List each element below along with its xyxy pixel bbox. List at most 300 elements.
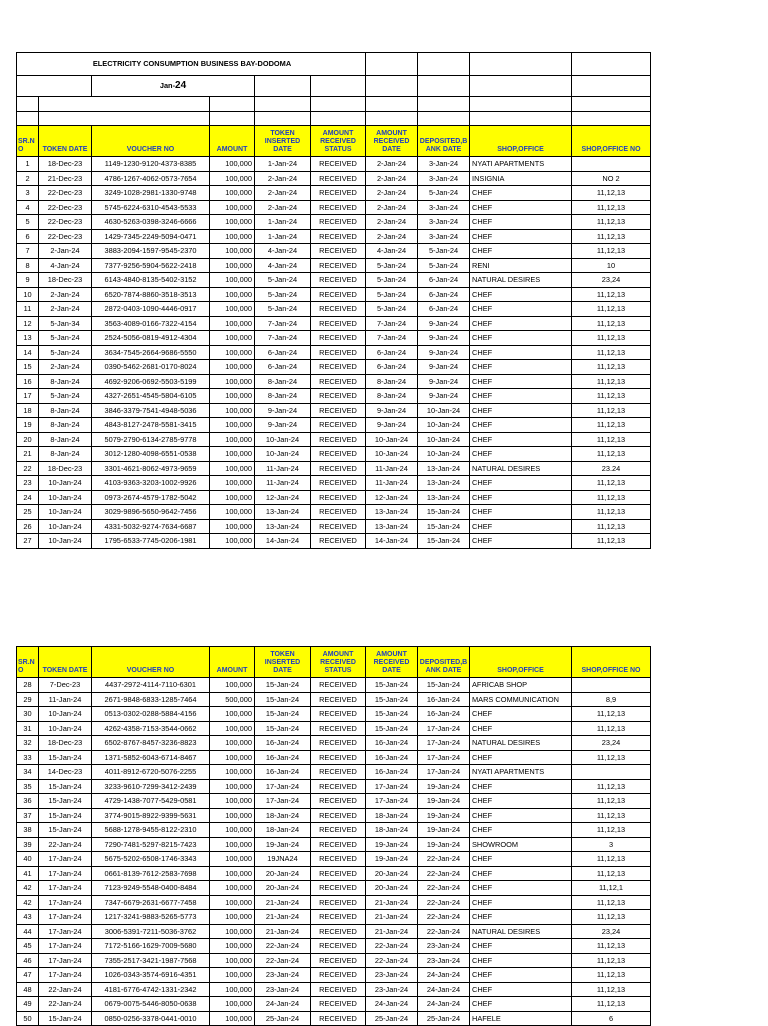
table-row (17, 490, 651, 505)
header-deposited-date: DEPOSITED,B ANK DATE (418, 647, 470, 678)
cell-sr-no: 16 (17, 374, 39, 389)
cell-received-date: 20-Jan-24 (366, 881, 418, 896)
cell-shop-office-no: 11,12,13 (572, 403, 651, 418)
sheet-table-top (16, 52, 651, 549)
cell-shop-office-no: 11,12,13 (572, 316, 651, 331)
table-row (17, 765, 651, 780)
cell-token-inserted-date: 1-Jan-24 (255, 215, 311, 230)
cell-received-date: 21-Jan-24 (366, 924, 418, 939)
cell-shop-office: CHEF (470, 750, 572, 765)
cell-amount: 100,000 (210, 505, 255, 520)
cell-shop-office-no: 11,12,13 (572, 505, 651, 520)
cell-token-date: 18-Dec-23 (39, 461, 92, 476)
cell-token-inserted-date: 4-Jan-24 (255, 258, 311, 273)
cell-received-date: 9-Jan-24 (366, 418, 418, 433)
cell-deposited-date: 9-Jan-24 (418, 345, 470, 360)
table-row (17, 779, 651, 794)
cell-shop-office: CHEF (470, 982, 572, 997)
cell-shop-office-no: 11,12,13 (572, 895, 651, 910)
cell-voucher-no: 1795-6533-7745-0206-1981 (92, 534, 210, 549)
cell-sr-no: 44 (17, 924, 39, 939)
cell-token-date: 10-Jan-24 (39, 519, 92, 534)
cell-deposited-date: 6-Jan-24 (418, 302, 470, 317)
cell-received-status: RECEIVED (311, 374, 366, 389)
cell-amount: 100,000 (210, 823, 255, 838)
cell-received-date: 13-Jan-24 (366, 519, 418, 534)
cell-received-status: RECEIVED (311, 403, 366, 418)
cell-received-date: 19-Jan-24 (366, 837, 418, 852)
cell-token-date: 10-Jan-24 (39, 476, 92, 491)
table-row (17, 476, 651, 491)
cell-shop-office-no: 11,12,13 (572, 794, 651, 809)
cell-sr-no: 32 (17, 736, 39, 751)
cell-token-date: 8-Jan-24 (39, 432, 92, 447)
cell-voucher-no: 4786-1267-4062-0573-7654 (92, 171, 210, 186)
cell-received-status: RECEIVED (311, 736, 366, 751)
cell-token-inserted-date: 17-Jan-24 (255, 779, 311, 794)
cell-sr-no: 48 (17, 982, 39, 997)
cell-deposited-date: 23-Jan-24 (418, 953, 470, 968)
table-row (17, 461, 651, 476)
table-row (17, 910, 651, 925)
cell-token-date: 2-Jan-24 (39, 287, 92, 302)
month-label (92, 76, 255, 97)
cell-deposited-date: 22-Jan-24 (418, 881, 470, 896)
cell-received-status: RECEIVED (311, 939, 366, 954)
cell-token-inserted-date: 16-Jan-24 (255, 736, 311, 751)
table-row (17, 287, 651, 302)
cell-voucher-no: 4103-9363-3203-1002-9926 (92, 476, 210, 491)
cell-amount: 100,000 (210, 200, 255, 215)
cell-token-date: 8-Jan-24 (39, 447, 92, 462)
cell-token-date: 15-Jan-24 (39, 823, 92, 838)
cell-received-date: 2-Jan-24 (366, 171, 418, 186)
cell-deposited-date: 9-Jan-24 (418, 316, 470, 331)
cell-shop-office-no: 11,12,13 (572, 215, 651, 230)
cell-deposited-date: 6-Jan-24 (418, 287, 470, 302)
cell-received-date: 6-Jan-24 (366, 360, 418, 375)
table-row (17, 200, 651, 215)
cell-shop-office-no: 11,12,13 (572, 331, 651, 346)
cell-amount: 100,000 (210, 186, 255, 201)
cell-shop-office: CHEF (470, 447, 572, 462)
cell-voucher-no: 1149-1230-9120-4373-8385 (92, 157, 210, 172)
cell-amount: 100,000 (210, 403, 255, 418)
table-row (17, 186, 651, 201)
cell-shop-office: CHEF (470, 302, 572, 317)
cell-sr-no: 27 (17, 534, 39, 549)
cell-token-inserted-date: 18-Jan-24 (255, 808, 311, 823)
cell-received-status: RECEIVED (311, 707, 366, 722)
cell-voucher-no: 3774-9015-8922-9399-5631 (92, 808, 210, 823)
cell-received-status: RECEIVED (311, 997, 366, 1012)
cell-amount: 100,000 (210, 316, 255, 331)
cell-deposited-date: 22-Jan-24 (418, 866, 470, 881)
cell-received-status: RECEIVED (311, 476, 366, 491)
table-row (17, 302, 651, 317)
cell-voucher-no: 0513-0302-0288-5884-4156 (92, 707, 210, 722)
cell-shop-office-no: 11,12,1 (572, 881, 651, 896)
cell-deposited-date: 10-Jan-24 (418, 418, 470, 433)
cell-voucher-no: 4011-8912-6720-5076-2255 (92, 765, 210, 780)
cell-token-inserted-date: 2-Jan-24 (255, 200, 311, 215)
cell-shop-office-no: 23.24 (572, 461, 651, 476)
header-shop-office-no: SHOP,OFFICE NO (572, 126, 651, 157)
cell-voucher-no: 2872-0403-1090-4446-0917 (92, 302, 210, 317)
cell-shop-office-no: NO 2 (572, 171, 651, 186)
cell-token-date: 17-Jan-24 (39, 924, 92, 939)
cell-amount: 100,000 (210, 360, 255, 375)
cell-amount: 100,000 (210, 432, 255, 447)
cell-shop-office: CHEF (470, 794, 572, 809)
cell-received-status: RECEIVED (311, 461, 366, 476)
cell-sr-no: 34 (17, 765, 39, 780)
cell-amount: 500,000 (210, 692, 255, 707)
cell-voucher-no: 3301-4621-8062-4973-9659 (92, 461, 210, 476)
cell-shop-office: RENI (470, 258, 572, 273)
cell-voucher-no: 4843-8127-2478-5581-3415 (92, 418, 210, 433)
cell-shop-office: CHEF (470, 389, 572, 404)
cell-shop-office: CHEF (470, 403, 572, 418)
cell-received-status: RECEIVED (311, 171, 366, 186)
table-row (17, 692, 651, 707)
cell-received-date: 18-Jan-24 (366, 808, 418, 823)
cell-received-status: RECEIVED (311, 692, 366, 707)
header-shop-office-no: SHOP,OFFICE NO (572, 647, 651, 678)
table-row (17, 432, 651, 447)
cell-received-date: 2-Jan-24 (366, 157, 418, 172)
cell-received-date: 15-Jan-24 (366, 721, 418, 736)
cell-sr-no: 26 (17, 519, 39, 534)
cell-token-date: 22-Jan-24 (39, 837, 92, 852)
cell-shop-office-no: 11,12,13 (572, 707, 651, 722)
cell-shop-office-no: 23,24 (572, 736, 651, 751)
cell-token-inserted-date: 15-Jan-24 (255, 692, 311, 707)
cell-received-status: RECEIVED (311, 229, 366, 244)
header-received-status: AMOUNT RECEIVED STATUS (311, 647, 366, 678)
cell-deposited-date: 17-Jan-24 (418, 765, 470, 780)
header-row (17, 647, 651, 678)
cell-voucher-no: 7355-2517-3421-1987-7568 (92, 953, 210, 968)
cell-amount: 100,000 (210, 519, 255, 534)
cell-sr-no: 43 (17, 910, 39, 925)
table-row (17, 982, 651, 997)
cell-shop-office-no: 11,12,13 (572, 389, 651, 404)
cell-received-date: 11-Jan-24 (366, 461, 418, 476)
cell-deposited-date: 5-Jan-24 (418, 186, 470, 201)
cell-received-date: 16-Jan-24 (366, 750, 418, 765)
cell-received-date: 5-Jan-24 (366, 302, 418, 317)
cell-shop-office-no: 11,12,13 (572, 997, 651, 1012)
cell-voucher-no: 6143-4840-8135-5402-3152 (92, 273, 210, 288)
cell-voucher-no: 3634-7545-2664-9686-5550 (92, 345, 210, 360)
cell-sr-no: 14 (17, 345, 39, 360)
header-sr-no: SR.N O (17, 647, 39, 678)
cell-received-date: 2-Jan-24 (366, 229, 418, 244)
cell-received-status: RECEIVED (311, 331, 366, 346)
cell-shop-office: CHEF (470, 229, 572, 244)
cell-shop-office: CHEF (470, 476, 572, 491)
cell-amount: 100,000 (210, 924, 255, 939)
cell-voucher-no: 7290-7481-5297-8215-7423 (92, 837, 210, 852)
cell-received-date: 21-Jan-24 (366, 895, 418, 910)
cell-voucher-no: 7377-9256-5904-5622-2418 (92, 258, 210, 273)
header-row (17, 126, 651, 157)
cell-shop-office: CHEF (470, 779, 572, 794)
cell-token-inserted-date: 13-Jan-24 (255, 505, 311, 520)
cell-shop-office-no: 23,24 (572, 273, 651, 288)
header-received-date: AMOUNT RECEIVED DATE (366, 126, 418, 157)
cell-received-status: RECEIVED (311, 765, 366, 780)
header-shop-office: SHOP,OFFICE (470, 126, 572, 157)
cell-shop-office-no: 11,12,13 (572, 490, 651, 505)
cell-deposited-date: 15-Jan-24 (418, 505, 470, 520)
cell-token-date: 10-Jan-24 (39, 534, 92, 549)
cell-received-status: RECEIVED (311, 157, 366, 172)
cell-token-date: 2-Jan-24 (39, 244, 92, 259)
cell-shop-office: CHEF (470, 244, 572, 259)
table-row (17, 997, 651, 1012)
cell-token-inserted-date: 21-Jan-24 (255, 895, 311, 910)
cell-voucher-no: 5688-1278-9455-8122-2310 (92, 823, 210, 838)
cell-sr-no: 3 (17, 186, 39, 201)
cell-amount: 100,000 (210, 794, 255, 809)
cell-voucher-no: 2671-9848-6833-1285-7464 (92, 692, 210, 707)
cell-received-date: 5-Jan-24 (366, 258, 418, 273)
cell-sr-no: 49 (17, 997, 39, 1012)
cell-received-status: RECEIVED (311, 200, 366, 215)
cell-sr-no: 1 (17, 157, 39, 172)
cell-sr-no: 40 (17, 852, 39, 867)
table-row (17, 403, 651, 418)
cell-token-date: 5-Jan-24 (39, 345, 92, 360)
cell-voucher-no: 3012-1280-4098-6551-0538 (92, 447, 210, 462)
table-row (17, 331, 651, 346)
cell-token-inserted-date: 8-Jan-24 (255, 389, 311, 404)
sheet-table-bottom (16, 646, 651, 1026)
cell-shop-office: CHEF (470, 707, 572, 722)
cell-voucher-no: 3883-2094-1597-9545-2370 (92, 244, 210, 259)
table-row (17, 258, 651, 273)
cell-received-date: 7-Jan-24 (366, 316, 418, 331)
cell-received-status: RECEIVED (311, 823, 366, 838)
cell-amount: 100,000 (210, 953, 255, 968)
cell-received-status: RECEIVED (311, 258, 366, 273)
cell-token-inserted-date: 9-Jan-24 (255, 403, 311, 418)
cell-received-date: 15-Jan-24 (366, 678, 418, 693)
cell-amount: 100,000 (210, 476, 255, 491)
cell-amount: 100,000 (210, 852, 255, 867)
cell-shop-office-no: 11,12,13 (572, 244, 651, 259)
cell-received-date: 6-Jan-24 (366, 345, 418, 360)
cell-shop-office-no: 10 (572, 258, 651, 273)
year-text: 24 (175, 80, 187, 91)
table-row (17, 895, 651, 910)
cell-token-date: 5-Jan-24 (39, 331, 92, 346)
cell-shop-office-no: 11,12,13 (572, 200, 651, 215)
cell-token-date: 18-Dec-23 (39, 157, 92, 172)
cell-token-inserted-date: 2-Jan-24 (255, 186, 311, 201)
cell-voucher-no: 4331-5032-9274-7634-6687 (92, 519, 210, 534)
cell-token-inserted-date: 15-Jan-24 (255, 678, 311, 693)
cell-token-date: 5-Jan-24 (39, 389, 92, 404)
cell-shop-office: CHEF (470, 374, 572, 389)
cell-token-date: 8-Jan-24 (39, 403, 92, 418)
cell-deposited-date: 9-Jan-24 (418, 389, 470, 404)
cell-token-inserted-date: 19JNA24 (255, 852, 311, 867)
cell-received-date: 20-Jan-24 (366, 866, 418, 881)
cell-shop-office: CHEF (470, 287, 572, 302)
cell-sr-no: 46 (17, 953, 39, 968)
cell-deposited-date: 25-Jan-24 (418, 1011, 470, 1026)
cell-received-date: 10-Jan-24 (366, 447, 418, 462)
table-row (17, 316, 651, 331)
cell-deposited-date: 24-Jan-24 (418, 968, 470, 983)
cell-deposited-date: 3-Jan-24 (418, 200, 470, 215)
cell-shop-office: CHEF (470, 895, 572, 910)
cell-shop-office: CHEF (470, 215, 572, 230)
cell-sr-no: 11 (17, 302, 39, 317)
cell-deposited-date: 19-Jan-24 (418, 837, 470, 852)
cell-voucher-no: 1217-3241-9883-5265-5773 (92, 910, 210, 925)
cell-deposited-date: 19-Jan-24 (418, 823, 470, 838)
cell-deposited-date: 10-Jan-24 (418, 432, 470, 447)
cell-shop-office: CHEF (470, 721, 572, 736)
cell-deposited-date: 19-Jan-24 (418, 794, 470, 809)
cell-received-status: RECEIVED (311, 924, 366, 939)
table-row (17, 1011, 651, 1026)
cell-deposited-date: 22-Jan-24 (418, 895, 470, 910)
cell-token-inserted-date: 7-Jan-24 (255, 316, 311, 331)
cell-voucher-no: 7172-5166-1629-7009-5680 (92, 939, 210, 954)
table-row (17, 418, 651, 433)
cell-received-date: 21-Jan-24 (366, 910, 418, 925)
cell-received-status: RECEIVED (311, 490, 366, 505)
cell-received-date: 9-Jan-24 (366, 403, 418, 418)
cell-received-date: 24-Jan-24 (366, 997, 418, 1012)
cell-sr-no: 9 (17, 273, 39, 288)
cell-amount: 100,000 (210, 157, 255, 172)
cell-voucher-no: 3029-9896-5650-9642-7456 (92, 505, 210, 520)
cell-amount: 100,000 (210, 229, 255, 244)
cell-shop-office: NATURAL DESIRES (470, 924, 572, 939)
cell-received-date: 16-Jan-24 (366, 765, 418, 780)
cell-amount: 100,000 (210, 1011, 255, 1026)
table-row (17, 157, 651, 172)
cell-sr-no: 42 (17, 881, 39, 896)
sheet-title: ELECTRICITY CONSUMPTION BUSINESS BAY-DODOMA (17, 53, 366, 76)
cell-token-inserted-date: 19-Jan-24 (255, 837, 311, 852)
cell-shop-office: CHEF (470, 881, 572, 896)
cell-shop-office: CHEF (470, 186, 572, 201)
cell-token-date: 17-Jan-24 (39, 953, 92, 968)
cell-token-date: 22-Jan-24 (39, 982, 92, 997)
cell-voucher-no: 0661-8139-7612-2583-7698 (92, 866, 210, 881)
cell-token-inserted-date: 25-Jan-24 (255, 1011, 311, 1026)
table-row (17, 866, 651, 881)
cell-token-inserted-date: 6-Jan-24 (255, 345, 311, 360)
cell-shop-office-no: 11,12,13 (572, 447, 651, 462)
cell-received-status: RECEIVED (311, 273, 366, 288)
cell-shop-office: CHEF (470, 534, 572, 549)
cell-sr-no: 7 (17, 244, 39, 259)
cell-sr-no: 50 (17, 1011, 39, 1026)
cell-amount: 100,000 (210, 837, 255, 852)
cell-received-date: 2-Jan-24 (366, 200, 418, 215)
cell-received-status: RECEIVED (311, 808, 366, 823)
cell-amount: 100,000 (210, 997, 255, 1012)
cell-shop-office: CHEF (470, 852, 572, 867)
cell-shop-office-no: 11,12,13 (572, 418, 651, 433)
cell-sr-no: 17 (17, 389, 39, 404)
cell-amount: 100,000 (210, 345, 255, 360)
cell-received-status: RECEIVED (311, 794, 366, 809)
cell-voucher-no: 1026-0343-3574-6916-4351 (92, 968, 210, 983)
cell-shop-office-no: 11,12,13 (572, 721, 651, 736)
cell-shop-office: CHEF (470, 866, 572, 881)
cell-token-inserted-date: 16-Jan-24 (255, 750, 311, 765)
cell-shop-office: CHEF (470, 997, 572, 1012)
cell-sr-no: 24 (17, 490, 39, 505)
table-row (17, 244, 651, 259)
cell-token-date: 15-Jan-24 (39, 779, 92, 794)
cell-sr-no: 47 (17, 968, 39, 983)
table-row (17, 823, 651, 838)
cell-voucher-no: 4437-2972-4114-7110-6301 (92, 678, 210, 693)
cell-voucher-no: 7123-9249-5548-0400-8484 (92, 881, 210, 896)
cell-deposited-date: 15-Jan-24 (418, 519, 470, 534)
cell-token-date: 15-Jan-24 (39, 750, 92, 765)
cell-token-date: 18-Dec-23 (39, 736, 92, 751)
cell-received-date: 17-Jan-24 (366, 794, 418, 809)
cell-sr-no: 20 (17, 432, 39, 447)
cell-received-status: RECEIVED (311, 982, 366, 997)
cell-received-date: 25-Jan-24 (366, 1011, 418, 1026)
cell-sr-no: 30 (17, 707, 39, 722)
cell-token-inserted-date: 14-Jan-24 (255, 534, 311, 549)
cell-sr-no: 2 (17, 171, 39, 186)
cell-deposited-date: 17-Jan-24 (418, 736, 470, 751)
cell-amount: 100,000 (210, 721, 255, 736)
cell-deposited-date: 9-Jan-24 (418, 331, 470, 346)
cell-received-date: 13-Jan-24 (366, 505, 418, 520)
cell-received-status: RECEIVED (311, 881, 366, 896)
cell-token-date: 22-Dec-23 (39, 200, 92, 215)
header-token-date: TOKEN DATE (39, 647, 92, 678)
cell-token-inserted-date: 2-Jan-24 (255, 171, 311, 186)
table-row (17, 171, 651, 186)
cell-received-date: 22-Jan-24 (366, 953, 418, 968)
cell-deposited-date: 17-Jan-24 (418, 721, 470, 736)
cell-token-date: 14-Dec-23 (39, 765, 92, 780)
cell-shop-office-no: 11,12,13 (572, 302, 651, 317)
cell-shop-office: CHEF (470, 939, 572, 954)
cell-deposited-date: 10-Jan-24 (418, 447, 470, 462)
table-row (17, 837, 651, 852)
table-row (17, 534, 651, 549)
cell-amount: 100,000 (210, 866, 255, 881)
cell-received-date: 2-Jan-24 (366, 215, 418, 230)
cell-amount: 100,000 (210, 287, 255, 302)
cell-deposited-date: 13-Jan-24 (418, 476, 470, 491)
table-row (17, 678, 651, 693)
cell-token-date: 17-Jan-24 (39, 881, 92, 896)
cell-received-status: RECEIVED (311, 534, 366, 549)
cell-sr-no: 21 (17, 447, 39, 462)
cell-token-date: 10-Jan-24 (39, 721, 92, 736)
cell-shop-office-no: 11,12,13 (572, 750, 651, 765)
cell-received-date: 10-Jan-24 (366, 432, 418, 447)
